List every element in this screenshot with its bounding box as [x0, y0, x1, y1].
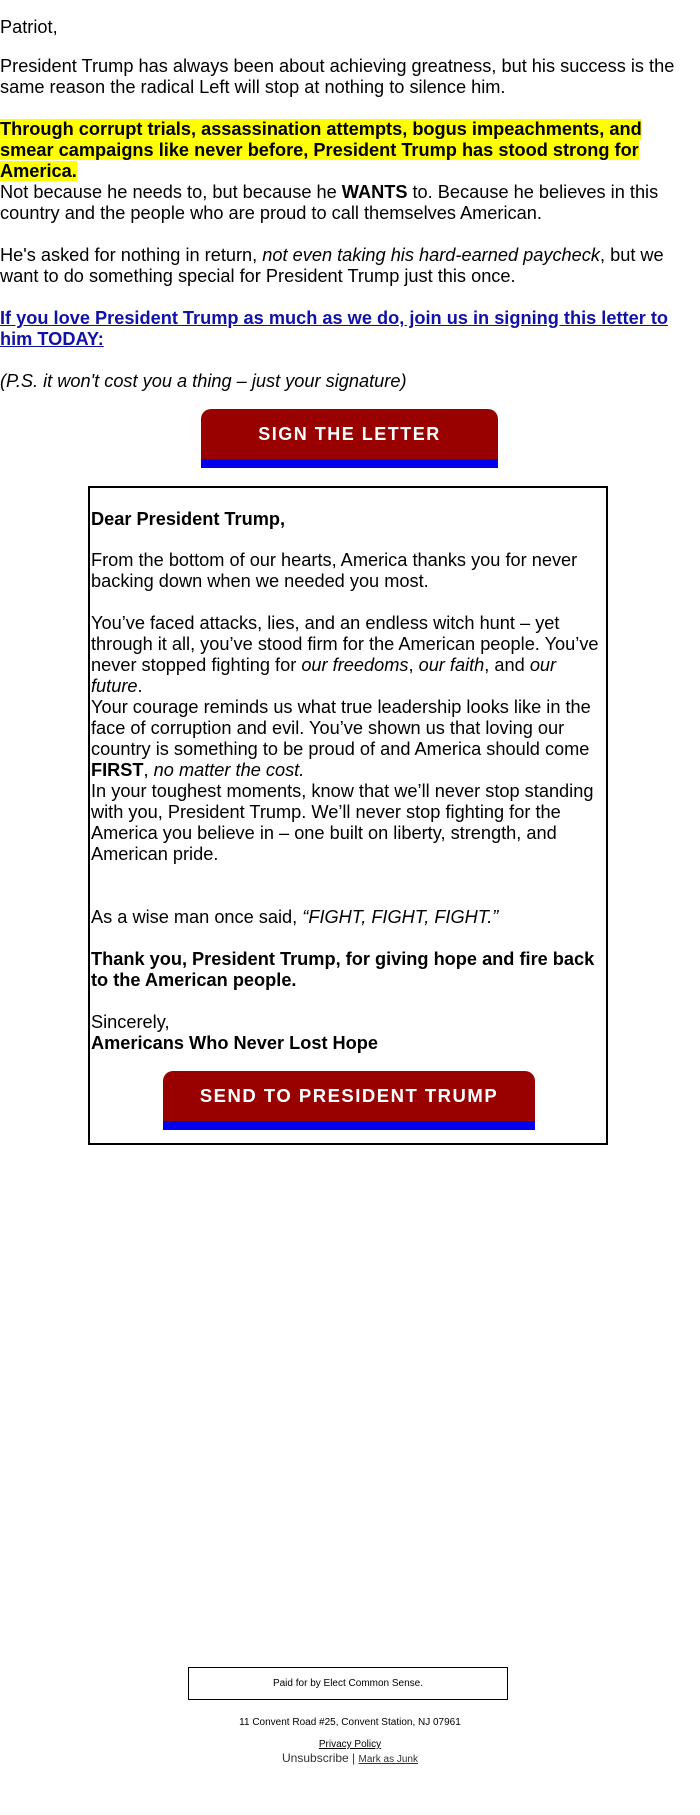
letter-p3-sep: ,: [143, 760, 154, 780]
letter-signoff-block: [91, 1012, 603, 1054]
letter-p2-future: our future: [91, 655, 557, 696]
letter-p2-faith: our faith: [418, 655, 485, 675]
intro-paragraph: President Trump has always been about achieving greatness, but his success is the same reason the radical Left will stop at nothing to silence him.: [0, 56, 675, 97]
letter-p5-quote: “FIGHT, FIGHT, FIGHT.”: [302, 907, 499, 927]
letter-box: [88, 486, 608, 1145]
letter-paragraph-4: In your toughest moments, know that we’ll never stop standing with you, President Trump. We’ll never stop fighting for the America you believe in – one built on liberty, strength, and American pride.: [91, 781, 594, 864]
letter-paragraph-3: [91, 697, 603, 781]
footer-separator: |: [348, 1751, 359, 1765]
paycheck-text-before: He's asked for nothing in return,: [0, 245, 263, 265]
paycheck-paragraph: [0, 245, 700, 287]
letter-signoff: Sincerely,: [91, 1012, 170, 1032]
letter-p5-text: As a wise man once said,: [91, 907, 303, 927]
letter-p2-sep2: , and: [484, 655, 530, 675]
sign-letter-button-wrap: [201, 409, 498, 468]
sign-letter-button-underbar: [201, 459, 498, 468]
privacy-policy-link[interactable]: Privacy Policy: [318, 1739, 382, 1750]
send-to-president-button[interactable]: SEND TO PRESIDENT TRUMP: [163, 1071, 535, 1121]
wants-text-before: Not because he needs to, but because he: [0, 182, 342, 202]
letter-p2-text: You’ve faced attacks, lies, and an endless witch hunt – yet through it all, you’ve stood firm for the American people. You’ve never stopped fighting for: [91, 613, 599, 675]
wants-paragraph: [0, 182, 700, 224]
letter-salutation: Dear President Trump,: [91, 509, 286, 529]
send-button-underbar: [163, 1121, 535, 1130]
footer-address: 11 Convent Road #25, Convent Station, NJ 07961: [239, 1717, 461, 1728]
footer-unsubscribe: [0, 1751, 700, 1767]
letter-paragraph-1: From the bottom of our hearts, America thanks you for never backing down when we needed you most.: [91, 550, 578, 591]
unsubscribe-link[interactable]: Unsubscribe: [282, 1751, 349, 1765]
send-letter-button-wrap: [163, 1071, 535, 1130]
highlighted-text: Through corrupt trials, assassination attempts, bogus impeachments, and smear campaigns like never before, President Trump has stood strong for America.: [0, 119, 642, 181]
letter-p2-sep1: ,: [408, 655, 419, 675]
letter-p3-cost: no matter the cost.: [153, 760, 305, 780]
highlight-paragraph: [0, 119, 700, 182]
paycheck-text-after: , but we want to do something special for President Trump just this once.: [0, 245, 664, 286]
letter-p2-end: .: [137, 676, 143, 696]
footer-privacy: [0, 1739, 700, 1751]
letter-p3-first: FIRST: [91, 760, 144, 780]
mark-as-junk-link[interactable]: Mark as Junk: [358, 1754, 418, 1765]
wants-emphasis: WANTS: [341, 182, 408, 202]
sign-letter-link[interactable]: If you love President Trump as much as we do, join us in signing this letter to him TODAY:: [0, 308, 668, 349]
letter-paragraph-5: [91, 907, 603, 928]
paid-for-disclaimer: Paid for by Elect Common Sense.: [188, 1667, 508, 1700]
letter-paragraph-2: [91, 613, 603, 697]
letter-signature: Americans Who Never Lost Hope: [91, 1033, 379, 1053]
greeting: Patriot,: [0, 17, 58, 37]
paycheck-italic: not even taking his hard-earned paycheck: [262, 245, 600, 265]
letter-paragraph-6: Thank you, President Trump, for giving hope and fire back to the American people.: [91, 949, 595, 990]
letter-p2-freedoms: our freedoms: [301, 655, 409, 675]
sign-letter-button[interactable]: SIGN THE LETTER: [201, 409, 498, 459]
letter-p3-text: Your courage reminds us what true leadership looks like in the face of corruption and evil. You’ve shown us that loving our country is something to be proud of and America should come: [91, 697, 591, 759]
ps-note: (P.S. it won't cost you a thing – just your signature): [0, 371, 407, 391]
wants-text-after: to. Because he believes in this country and the people who are proud to call themselves American.: [0, 182, 659, 223]
cta-paragraph: [0, 308, 700, 350]
